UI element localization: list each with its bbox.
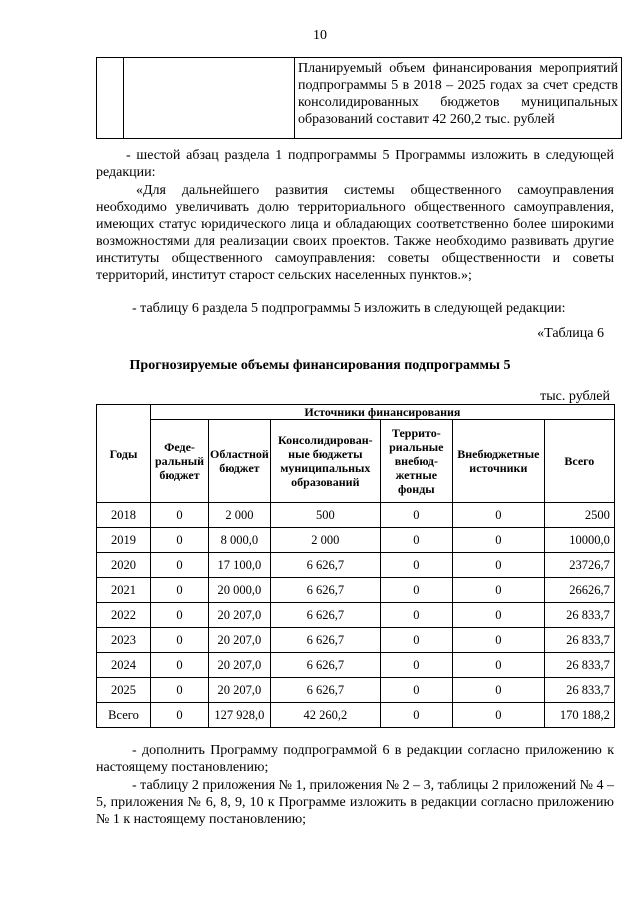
cell-regional: 20 207,0 [209, 678, 271, 703]
empty-cell [124, 58, 295, 139]
column-header: Феде-ральный бюджет [151, 420, 209, 503]
cell-total: 26 833,7 [544, 653, 614, 678]
cell-territorial: 0 [380, 703, 452, 728]
cell-regional: 20 207,0 [209, 603, 271, 628]
cell-federal: 0 [151, 628, 209, 653]
cell-municipal: 6 626,7 [270, 678, 380, 703]
cell-municipal: 6 626,7 [270, 578, 380, 603]
cell-extra: 0 [452, 703, 544, 728]
cell-total: 170 188,2 [544, 703, 614, 728]
cell-year: 2020 [97, 553, 151, 578]
table-row [97, 553, 615, 578]
cell-territorial: 0 [380, 628, 452, 653]
cell-regional: 127 928,0 [209, 703, 271, 728]
cell-extra: 0 [452, 528, 544, 553]
cell-federal: 0 [151, 603, 209, 628]
table-row [97, 528, 615, 553]
cell-total: 23726,7 [544, 553, 614, 578]
cell-total: 26 833,7 [544, 628, 614, 653]
financing-table [96, 404, 615, 728]
cell-territorial: 0 [380, 603, 452, 628]
cell-territorial: 0 [380, 653, 452, 678]
cell-total: 2500 [544, 503, 614, 528]
table-row [97, 603, 615, 628]
cell-total: 26626,7 [544, 578, 614, 603]
years-header: Годы [97, 405, 151, 503]
cell-municipal: 6 626,7 [270, 628, 380, 653]
cell-total: 26 833,7 [544, 603, 614, 628]
cell-extra: 0 [452, 553, 544, 578]
table-title: Прогнозируемые объемы финансирования подпрограммы 5 [129, 358, 511, 373]
cell-territorial: 0 [380, 503, 452, 528]
cell-year: 2021 [97, 578, 151, 603]
cell-year: 2024 [97, 653, 151, 678]
cell-territorial: 0 [380, 678, 452, 703]
financing-table-body [97, 503, 615, 728]
cell-federal: 0 [151, 578, 209, 603]
cell-regional: 20 207,0 [209, 653, 271, 678]
column-header: Внебюджетные источники [452, 420, 544, 503]
cell-year: 2022 [97, 603, 151, 628]
cell-extra: 0 [452, 628, 544, 653]
cell-territorial: 0 [380, 553, 452, 578]
cell-extra: 0 [452, 503, 544, 528]
table-row [97, 653, 615, 678]
cell-regional: 2 000 [209, 503, 271, 528]
cell-federal: 0 [151, 678, 209, 703]
paragraph-add-subprogram-6: - дополнить Программу подпрограммой 6 в редакции согласно приложению к настоящему постановлению; [96, 743, 614, 775]
cell-extra: 0 [452, 678, 544, 703]
cell-regional: 8 000,0 [209, 528, 271, 553]
cell-federal: 0 [151, 653, 209, 678]
cell-territorial: 0 [380, 528, 452, 553]
cell-municipal: 500 [270, 503, 380, 528]
cell-regional: 20 207,0 [209, 628, 271, 653]
cell-federal: 0 [151, 703, 209, 728]
cell-municipal: 6 626,7 [270, 603, 380, 628]
paragraph-quoted-text: «Для дальнейшего развития системы общественного самоуправления необходимо увеличивать долю территориального общественного самоуправления, имеющих статус юридического лица и обладающих соответственно более широкими возможностями для реализации своих проектов. Также необходимо развивать другие институты общественного самоуправления: советы общественности и советы территорий, институт старост сельских населенных пунктов.»; [96, 183, 614, 283]
table-row [97, 628, 615, 653]
cell-municipal: 2 000 [270, 528, 380, 553]
table-row [97, 678, 615, 703]
paragraph-amend-table-6: - таблицу 6 раздела 5 подпрограммы 5 изложить в следующей редакции: [132, 301, 566, 316]
cell-federal: 0 [151, 503, 209, 528]
cell-extra: 0 [452, 578, 544, 603]
cell-municipal: 6 626,7 [270, 653, 380, 678]
cell-federal: 0 [151, 553, 209, 578]
cell-regional: 20 000,0 [209, 578, 271, 603]
cell-municipal: 6 626,7 [270, 553, 380, 578]
cell-extra: 0 [452, 603, 544, 628]
cell-total: 10000,0 [544, 528, 614, 553]
table-row [97, 578, 615, 603]
column-header: Всего [544, 420, 614, 503]
cell-year: 2023 [97, 628, 151, 653]
cell-regional: 17 100,0 [209, 553, 271, 578]
cell-federal: 0 [151, 528, 209, 553]
table-row [97, 703, 615, 728]
planned-financing-text: Планируемый объем финансирования мероприятий подпрограммы 5 в 2018 – 2025 годах за счет средств консолидированных бюджетов муниципальных образований составит 42 260,2 тыс. рублей [295, 58, 622, 139]
cell-year: 2019 [97, 528, 151, 553]
cell-year: Всего [97, 703, 151, 728]
cell-year: 2018 [97, 503, 151, 528]
page-number: 10 [313, 28, 327, 43]
empty-cell [97, 58, 124, 139]
cell-municipal: 42 260,2 [270, 703, 380, 728]
sources-group-header: Источники финансирования [151, 405, 615, 420]
cell-total: 26 833,7 [544, 678, 614, 703]
column-header: Консолидирован-ные бюджеты муниципальных образований [270, 420, 380, 503]
paragraph-amend-appendices: - таблицу 2 приложения № 1, приложения № 2 – 3, таблицы 2 приложений № 4 – 5, приложения № 6, 8, 9, 10 к Программе изложить в редакции согласно приложению № 1 к настоящему постановлению; [96, 778, 614, 827]
table-units: тыс. рублей [540, 389, 610, 404]
table-row [97, 503, 615, 528]
column-header: Террито-риальные внебюд-жетные фонды [380, 420, 452, 503]
cell-extra: 0 [452, 653, 544, 678]
column-header: Областной бюджет [209, 420, 271, 503]
paragraph-amend-section-1: - шестой абзац раздела 1 подпрограммы 5 Программы изложить в следующей редакции: [96, 148, 614, 180]
previous-table-fragment [96, 57, 622, 139]
table-caption: «Таблица 6 [537, 326, 604, 341]
cell-year: 2025 [97, 678, 151, 703]
cell-territorial: 0 [380, 578, 452, 603]
